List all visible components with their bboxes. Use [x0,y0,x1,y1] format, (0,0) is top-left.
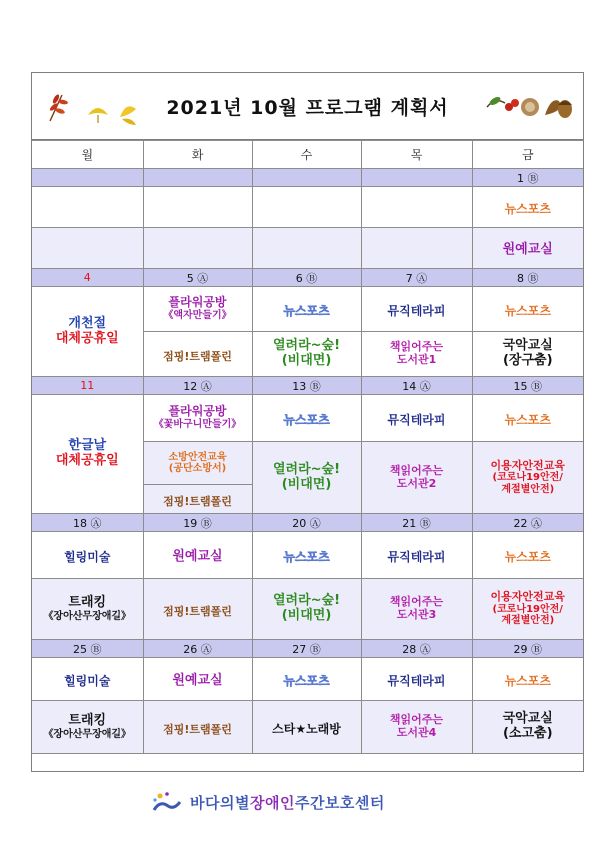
activity-sub: 《꽃바구니만들기》 [153,419,242,431]
title-banner [32,73,583,140]
activity-label: 뉴스포츠 [504,549,551,564]
date-cell: 12 Ⓐ [143,377,252,395]
weekday-thu: 목 [361,141,472,169]
activity-label: 트래킹 [68,712,107,728]
activity-sub: (비대면) [281,353,332,368]
activity-cell [143,287,252,332]
activity-sub: 도서관3 [396,608,437,621]
activity-label: 뉴스포츠 [504,412,551,427]
activity-row [32,395,583,442]
activity-label: 뉴스포츠 [504,673,551,688]
activity-cell [32,579,143,640]
activity-cell [252,228,361,269]
activity-row [32,658,583,701]
activity-sub: (장구춤) [502,353,553,368]
activity-sub: 도서관1 [396,353,437,366]
activity-cell [32,658,143,701]
activity-label: 열려라~숲! [272,461,341,477]
activity-cell [472,701,583,754]
activity-cell [472,579,583,640]
activity-row [32,532,583,579]
date-cell: 21 Ⓑ [361,514,472,532]
date-cell: 22 Ⓐ [472,514,583,532]
activity-cell [472,532,583,579]
date-cell [32,169,143,187]
date-cell: 7 Ⓐ [361,269,472,287]
activity-label: 국악교실 [502,338,553,354]
activity-cell [252,701,361,754]
activity-cell [143,532,252,579]
activity-cell [143,442,252,485]
activity-cell [472,395,583,442]
activity-cell [472,658,583,701]
date-cell: 29 Ⓑ [472,640,583,658]
activity-cell [143,485,252,514]
center-name-prefix: 바다의별 [190,793,250,812]
activity-label: 힐링미술 [64,549,111,564]
activity-cell [252,579,361,640]
weekday-header-row [32,141,583,169]
holiday-name: 개천절 [68,315,107,331]
date-cell [143,169,252,187]
activity-cell [252,442,361,514]
activity-label: 뉴스포츠 [283,549,330,564]
activity-label: 책읽어주는 [389,463,444,477]
activity-cell [32,187,143,228]
activity-label: 원예교실 [172,673,223,689]
date-cell: 14 Ⓐ [361,377,472,395]
activity-label: 열려라~숲! [272,593,341,609]
activity-label: 스타★노래방 [272,721,341,736]
activity-cell [143,187,252,228]
date-cell: 19 Ⓑ [143,514,252,532]
weekday-mon: 월 [32,141,143,169]
activity-cell [361,579,472,640]
activity-label: 이용자안전교육 [490,458,565,472]
activity-sub: 《장아산무장애길》 [43,728,132,740]
date-cell: 13 Ⓑ [252,377,361,395]
date-cell [361,169,472,187]
activity-label: 뉴스포츠 [283,412,330,427]
date-cell: 18 Ⓐ [32,514,143,532]
activity-label: 플라워공방 [168,404,227,419]
activity-label: 힐링미술 [64,673,111,688]
activity-cell [361,442,472,514]
activity-sub: (비대면) [281,476,332,492]
date-cell: 6 Ⓑ [252,269,361,287]
date-cell: 4 [32,269,143,287]
activity-cell [143,579,252,640]
activity-label: 점핑!트램폴린 [163,349,232,363]
date-cell: 15 Ⓑ [472,377,583,395]
activity-label: 이용자안전교육 [490,590,565,604]
date-row [32,169,583,187]
activity-row [32,187,583,228]
activity-cell [32,228,143,269]
activity-sub: 《액자만들기》 [163,310,232,322]
activity-label: 뮤직테라피 [387,673,446,688]
activity-label: 원예교실 [172,549,223,565]
date-cell [252,169,361,187]
activity-cell [361,701,472,754]
holiday-label: 대체공휴일 [55,453,119,468]
activity-label: 국악교실 [502,711,553,727]
date-row [32,377,583,395]
activity-label: 플라워공방 [168,295,227,310]
activity-cell [252,287,361,332]
activity-cell [32,701,143,754]
holiday-cell [32,287,143,377]
activity-label: 원예교실 [502,242,553,258]
activity-label: 열려라~숲! [272,338,341,354]
activity-label: 점핑!트램폴린 [163,494,232,508]
activity-cell [32,532,143,579]
activity-sub: (비대면) [281,608,332,623]
activity-label: 트래킹 [68,594,107,610]
activity-cell [472,332,583,377]
activity-cell [143,332,252,377]
activity-cell [252,332,361,377]
date-cell: 20 Ⓐ [252,514,361,532]
page-title: 2021년 10월 프로그램 계획서 [166,96,449,119]
activity-cell [361,658,472,701]
activity-row [32,701,583,754]
date-cell: 26 Ⓐ [143,640,252,658]
weekday-fri: 금 [472,141,583,169]
activity-sub-2: 계절별안전) [501,483,555,495]
holiday-name: 한글날 [68,438,107,454]
autumn-leaves-icon [42,87,152,127]
activity-label: 소방안전교육 [168,451,227,463]
activity-sub-2: 계절별안전) [501,615,555,627]
program-calendar [32,140,583,754]
activity-label: 뉴스포츠 [283,303,330,318]
activity-label: 뮤직테라피 [387,412,446,427]
activity-sub: (소고춤) [502,726,553,741]
activity-cell [361,395,472,442]
star-wave-logo-icon [150,790,184,814]
activity-cell [143,658,252,701]
activity-label: 뮤직테라피 [387,549,446,564]
date-cell: 25 Ⓑ [32,640,143,658]
activity-label: 책읽어주는 [389,340,444,354]
activity-row [32,228,583,269]
activity-cell [252,532,361,579]
activity-sub: (코로나19안전/ [492,603,563,615]
activity-cell [361,187,472,228]
activity-label: 뮤직테라피 [387,303,446,318]
holiday-label: 대체공휴일 [55,330,119,346]
center-name-highlight: 장애인 [249,793,295,812]
activity-sub: (공단소방서) [168,463,227,474]
program-plan-sheet [31,72,584,772]
activity-cell [143,701,252,754]
holiday-cell [32,395,143,514]
date-cell: 27 Ⓑ [252,640,361,658]
activity-cell [472,228,583,269]
activity-cell [472,287,583,332]
activity-label: 점핑!트램폴린 [163,604,232,618]
date-cell: 11 [32,377,143,395]
activity-cell [361,532,472,579]
date-cell: 28 Ⓐ [361,640,472,658]
activity-cell [361,228,472,269]
activity-cell [143,395,252,442]
activity-cell [143,228,252,269]
date-cell: 8 Ⓑ [472,269,583,287]
date-cell: 1 Ⓑ [472,169,583,187]
weekday-wed: 수 [252,141,361,169]
activity-sub: 도서관2 [396,476,437,490]
activity-label: 책읽어주는 [389,595,444,609]
activity-label: 뉴스포츠 [504,303,551,318]
activity-cell [472,187,583,228]
activity-label: 점핑!트램폴린 [163,722,232,736]
activity-row [32,579,583,640]
activity-sub: 도서관4 [396,726,437,739]
date-cell: 5 Ⓐ [143,269,252,287]
center-name-suffix: 주간보호센터 [294,793,385,812]
center-name [190,792,385,813]
activity-cell [252,187,361,228]
activity-cell [252,395,361,442]
activity-cell [252,658,361,701]
date-row [32,640,583,658]
activity-row [32,287,583,332]
date-row [32,269,583,287]
activity-label: 뉴스포츠 [283,673,330,688]
weekday-tue: 화 [143,141,252,169]
activity-cell [472,442,583,514]
activity-cell [361,287,472,332]
date-row [32,514,583,532]
activity-label: 뉴스포츠 [504,201,551,216]
center-logo [150,790,450,814]
activity-cell [361,332,472,377]
activity-sub: 《장아산무장애길》 [43,610,132,622]
activity-sub: (코로나19안전/ [492,472,563,484]
autumn-fruits-icon [485,85,575,127]
activity-label: 책읽어주는 [389,713,444,727]
